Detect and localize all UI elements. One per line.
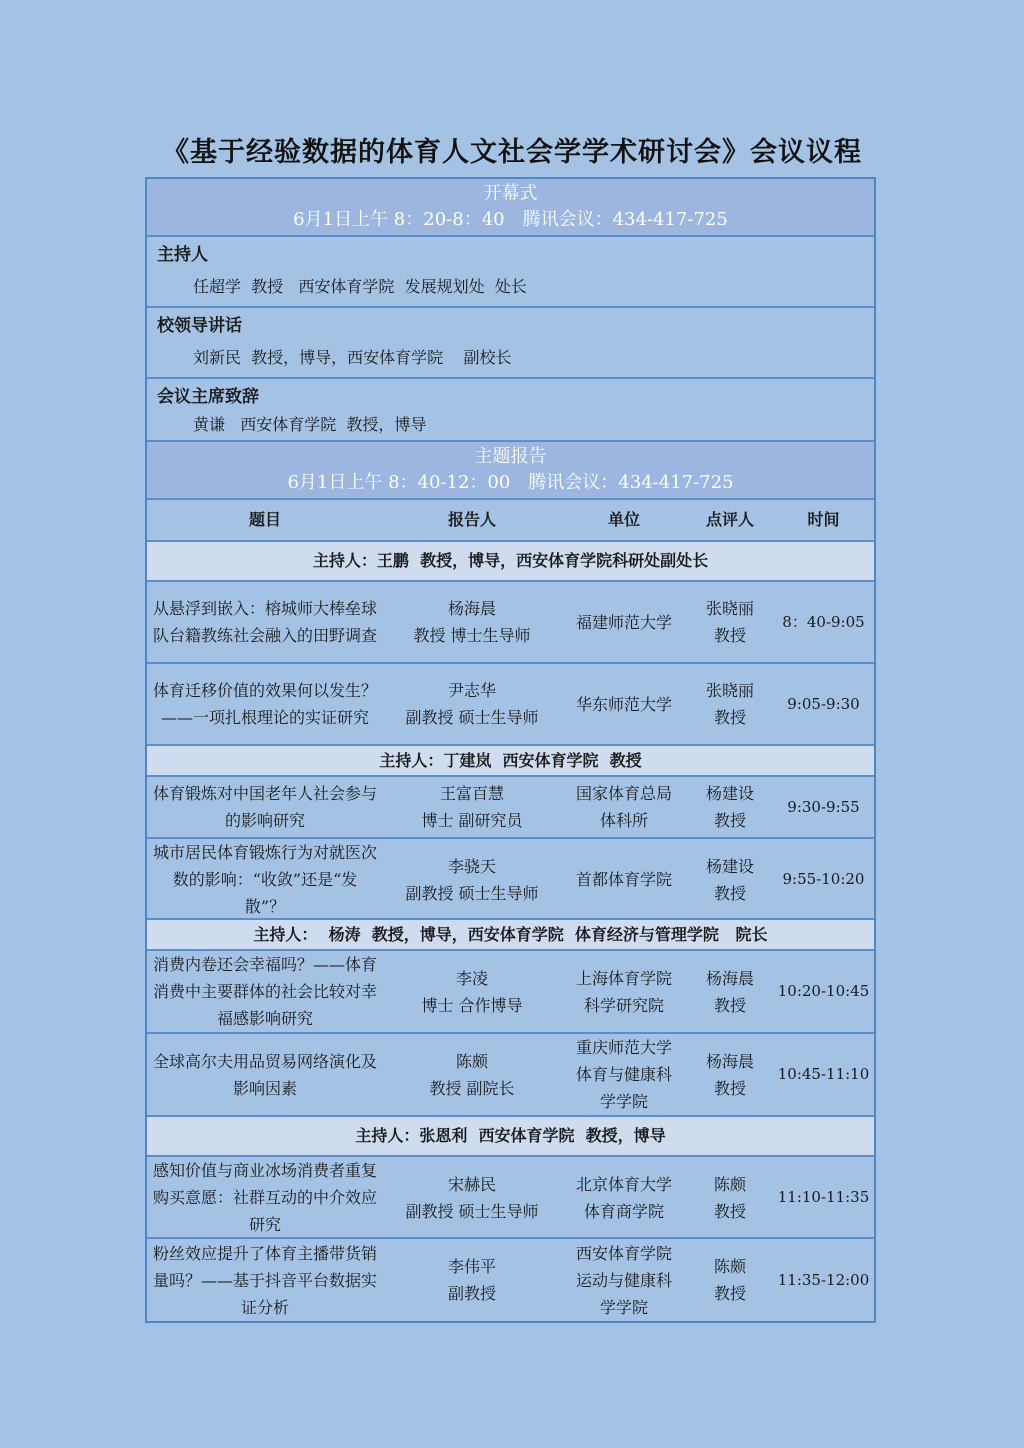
col-header-unit: 单位 bbox=[607, 510, 640, 529]
cell-text bbox=[405, 677, 538, 731]
keynote-section-header bbox=[147, 442, 874, 500]
talk-time: 11:35-12:00 bbox=[777, 1270, 870, 1289]
cell-line: 国家体育总局 bbox=[575, 784, 672, 803]
cell-text bbox=[413, 595, 530, 649]
opening-section-time: 6月1日上午 8：20-8：40 腾讯会议：434-417-725 bbox=[293, 209, 728, 230]
cell-text bbox=[714, 1253, 746, 1307]
talk-topic: 城市居民体育锻炼行为对就医次数的影响：“收敛”还是“发散”？ bbox=[153, 843, 378, 916]
talk-time: 11:10-11:35 bbox=[777, 1188, 870, 1206]
cell-line: 副教授 硕士生导师 bbox=[405, 883, 539, 903]
leader-speech-label: 校领导讲话 bbox=[157, 316, 242, 336]
talk-reviewer bbox=[687, 951, 773, 1032]
talk-reviewer bbox=[687, 1157, 773, 1238]
chair-address-value: 黄谦 西安体育学院 教授，博导 bbox=[193, 415, 427, 434]
talk-reporter bbox=[383, 839, 561, 920]
cell-line: 陈颇 bbox=[713, 1257, 746, 1276]
chair-address-block bbox=[147, 379, 874, 442]
cell-line: 教授 bbox=[713, 811, 746, 830]
cell-text bbox=[448, 1253, 496, 1307]
keynote-section-title: 主题报告 bbox=[474, 446, 547, 467]
talk-unit bbox=[561, 951, 687, 1032]
cell-line: 西安体育学院 bbox=[575, 1243, 672, 1263]
cell-line: 教授 bbox=[713, 1201, 746, 1221]
cell-text bbox=[714, 1171, 746, 1225]
opening-section-title: 开幕式 bbox=[483, 183, 538, 204]
col-header-topic: 题目 bbox=[248, 510, 281, 529]
talk-row bbox=[147, 664, 874, 746]
cell-line: 李凌 bbox=[455, 968, 488, 988]
cell-line: 教授 bbox=[713, 1078, 746, 1098]
cell-line: 教授 副院长 bbox=[429, 1078, 515, 1098]
talk-reviewer bbox=[687, 1034, 773, 1115]
cell-line: 重庆师范大学 bbox=[575, 1038, 672, 1057]
talk-reporter bbox=[383, 1239, 561, 1321]
leader-speech-block bbox=[147, 308, 874, 379]
talk-time: 9:55-10:20 bbox=[782, 870, 865, 888]
session-host-row: 主持人：张恩利 西安体育学院 教授，博导 bbox=[147, 1117, 874, 1157]
talk-reviewer bbox=[687, 777, 773, 837]
talk-topic: 体育锻炼对中国老年人社会参与的影响研究 bbox=[153, 784, 378, 830]
document-title: 《基于经验数据的体育人文社会学学术研讨会》会议议程 bbox=[162, 137, 862, 168]
cell-line: 福建师范大学 bbox=[575, 612, 672, 632]
keynote-section-time: 6月1日上午 8：40-12：00 腾讯会议：434-417-725 bbox=[287, 472, 734, 493]
opening-section-header bbox=[147, 179, 874, 237]
cell-line: 首都体育学院 bbox=[575, 870, 672, 889]
talk-reporter bbox=[383, 951, 561, 1032]
col-header-reporter: 报告人 bbox=[447, 510, 496, 529]
talk-row bbox=[147, 1034, 874, 1117]
talk-topic: 感知价值与商业冰场消费者重复购买意愿：社群互动的中介效应研究 bbox=[153, 1161, 378, 1234]
cell-line: 体科所 bbox=[599, 811, 648, 830]
talk-reviewer bbox=[687, 582, 773, 662]
cell-text bbox=[706, 677, 754, 731]
col-header-reviewer: 点评人 bbox=[705, 510, 754, 529]
cell-text bbox=[421, 965, 522, 1019]
cell-line: 王富百慧 bbox=[439, 784, 504, 803]
cell-line: 教授 bbox=[713, 883, 746, 903]
opening-host-value: 任超学 教授 西安体育学院 发展规划处 处长 bbox=[193, 277, 527, 296]
cell-line: 体育商学院 bbox=[583, 1201, 664, 1221]
talk-reporter bbox=[383, 582, 561, 662]
cell-line: 宋赫民 bbox=[447, 1174, 496, 1194]
cell-line: 杨海晨 bbox=[447, 599, 496, 618]
cell-text bbox=[421, 780, 522, 834]
cell-text bbox=[706, 965, 754, 1019]
cell-line: 张晓丽 bbox=[705, 681, 754, 700]
talk-time: 9:05-9:30 bbox=[787, 694, 860, 713]
talk-unit bbox=[561, 1157, 687, 1238]
cell-line: 学学院 bbox=[599, 1092, 648, 1111]
talk-reporter bbox=[383, 1034, 561, 1115]
talk-reporter bbox=[383, 664, 561, 744]
cell-text bbox=[706, 853, 754, 907]
opening-host-label: 主持人 bbox=[157, 245, 208, 265]
talk-unit bbox=[561, 582, 687, 662]
cell-text bbox=[405, 853, 538, 907]
talk-reporter bbox=[383, 777, 561, 837]
cell-line: 尹志华 bbox=[447, 681, 496, 700]
cell-line: 副教授 硕士生导师 bbox=[405, 1201, 539, 1221]
talk-time: 8：40-9:05 bbox=[782, 612, 865, 631]
cell-text bbox=[405, 1171, 538, 1225]
cell-line: 李骁天 bbox=[447, 856, 496, 876]
talk-unit bbox=[561, 777, 687, 837]
talk-row bbox=[147, 582, 874, 664]
talk-time: 9:30-9:55 bbox=[787, 797, 860, 816]
cell-text bbox=[576, 965, 672, 1019]
talk-topic: 粉丝效应提升了体育主播带货销量吗？——基于抖音平台数据实证分析 bbox=[153, 1243, 378, 1317]
cell-text bbox=[576, 609, 672, 636]
cell-line: 教授 bbox=[713, 626, 746, 645]
cell-line: 教授 博士生导师 bbox=[413, 626, 531, 645]
talk-reporter bbox=[383, 1157, 561, 1238]
cell-text bbox=[429, 1048, 514, 1102]
cell-line: 李伟平 bbox=[447, 1257, 496, 1276]
opening-host-block bbox=[147, 237, 874, 308]
talk-reviewer bbox=[687, 839, 773, 920]
session-host-row: 主持人：王鹏 教授，博导，西安体育学院科研处副处长 bbox=[147, 542, 874, 582]
cell-text bbox=[706, 780, 754, 834]
cell-text bbox=[576, 866, 672, 893]
talk-row bbox=[147, 1239, 874, 1321]
column-headers bbox=[147, 500, 874, 542]
cell-text bbox=[576, 1171, 672, 1225]
cell-line: 北京体育大学 bbox=[575, 1174, 672, 1194]
talk-unit bbox=[561, 1239, 687, 1321]
cell-line: 陈颇 bbox=[713, 1174, 746, 1194]
talk-row bbox=[147, 777, 874, 839]
agenda-table bbox=[145, 177, 876, 1323]
talk-unit bbox=[561, 664, 687, 744]
talk-unit bbox=[561, 839, 687, 920]
session-host-row: 主持人：丁建岚 西安体育学院 教授 bbox=[147, 746, 874, 777]
cell-line: 杨建设 bbox=[705, 784, 754, 803]
talk-reviewer bbox=[687, 1239, 773, 1321]
cell-line: 杨海晨 bbox=[705, 968, 754, 988]
talk-topic: 从悬浮到嵌入：榕城师大棒垒球队台籍教练社会融入的田野调查 bbox=[153, 599, 378, 645]
cell-line: 运动与健康科 bbox=[575, 1270, 672, 1290]
talk-row bbox=[147, 839, 874, 920]
cell-text bbox=[576, 780, 672, 834]
cell-line: 教授 bbox=[713, 995, 746, 1015]
cell-line: 上海体育学院 bbox=[575, 968, 672, 988]
talk-reviewer bbox=[687, 664, 773, 744]
col-header-time: 时间 bbox=[807, 510, 840, 529]
talk-topic: 全球高尔夫用品贸易网络演化及影响因素 bbox=[153, 1051, 378, 1098]
cell-line: 博士 副研究员 bbox=[421, 811, 523, 830]
talk-topic: 体育迁移价值的效果何以发生？——一项扎根理论的实证研究 bbox=[153, 681, 378, 727]
cell-text bbox=[706, 595, 754, 649]
cell-line: 张晓丽 bbox=[705, 599, 754, 618]
cell-line: 陈颇 bbox=[455, 1051, 488, 1071]
cell-text bbox=[576, 1240, 672, 1321]
cell-line: 华东师范大学 bbox=[575, 694, 672, 714]
cell-text bbox=[576, 1034, 672, 1115]
cell-line: 博士 合作博导 bbox=[421, 995, 523, 1015]
chair-address-label: 会议主席致辞 bbox=[157, 387, 259, 407]
talk-row bbox=[147, 951, 874, 1034]
cell-line: 杨建设 bbox=[705, 856, 754, 876]
cell-text bbox=[576, 691, 672, 718]
cell-text bbox=[706, 1048, 754, 1102]
talk-time: 10:20-10:45 bbox=[777, 982, 870, 1000]
leader-speech-value: 刘新民 教授，博导，西安体育学院 副校长 bbox=[193, 348, 512, 367]
cell-line: 体育与健康科 bbox=[575, 1065, 672, 1084]
talk-unit bbox=[561, 1034, 687, 1115]
cell-line: 杨海晨 bbox=[705, 1051, 754, 1071]
cell-line: 副教授 硕士生导师 bbox=[405, 708, 539, 727]
talk-topic: 消费内卷还会幸福吗？——体育消费中主要群体的社会比较对幸福感影响研究 bbox=[153, 955, 378, 1028]
cell-line: 科学研究院 bbox=[583, 995, 664, 1015]
cell-line: 教授 bbox=[713, 708, 746, 727]
talk-time: 10:45-11:10 bbox=[777, 1065, 870, 1083]
cell-line: 学学院 bbox=[599, 1297, 648, 1317]
cell-line: 教授 bbox=[713, 1284, 746, 1303]
talk-row bbox=[147, 1157, 874, 1239]
cell-line: 副教授 bbox=[447, 1284, 496, 1303]
session-host-row: 主持人： 杨涛 教授，博导，西安体育学院 体育经济与管理学院 院长 bbox=[147, 920, 874, 951]
